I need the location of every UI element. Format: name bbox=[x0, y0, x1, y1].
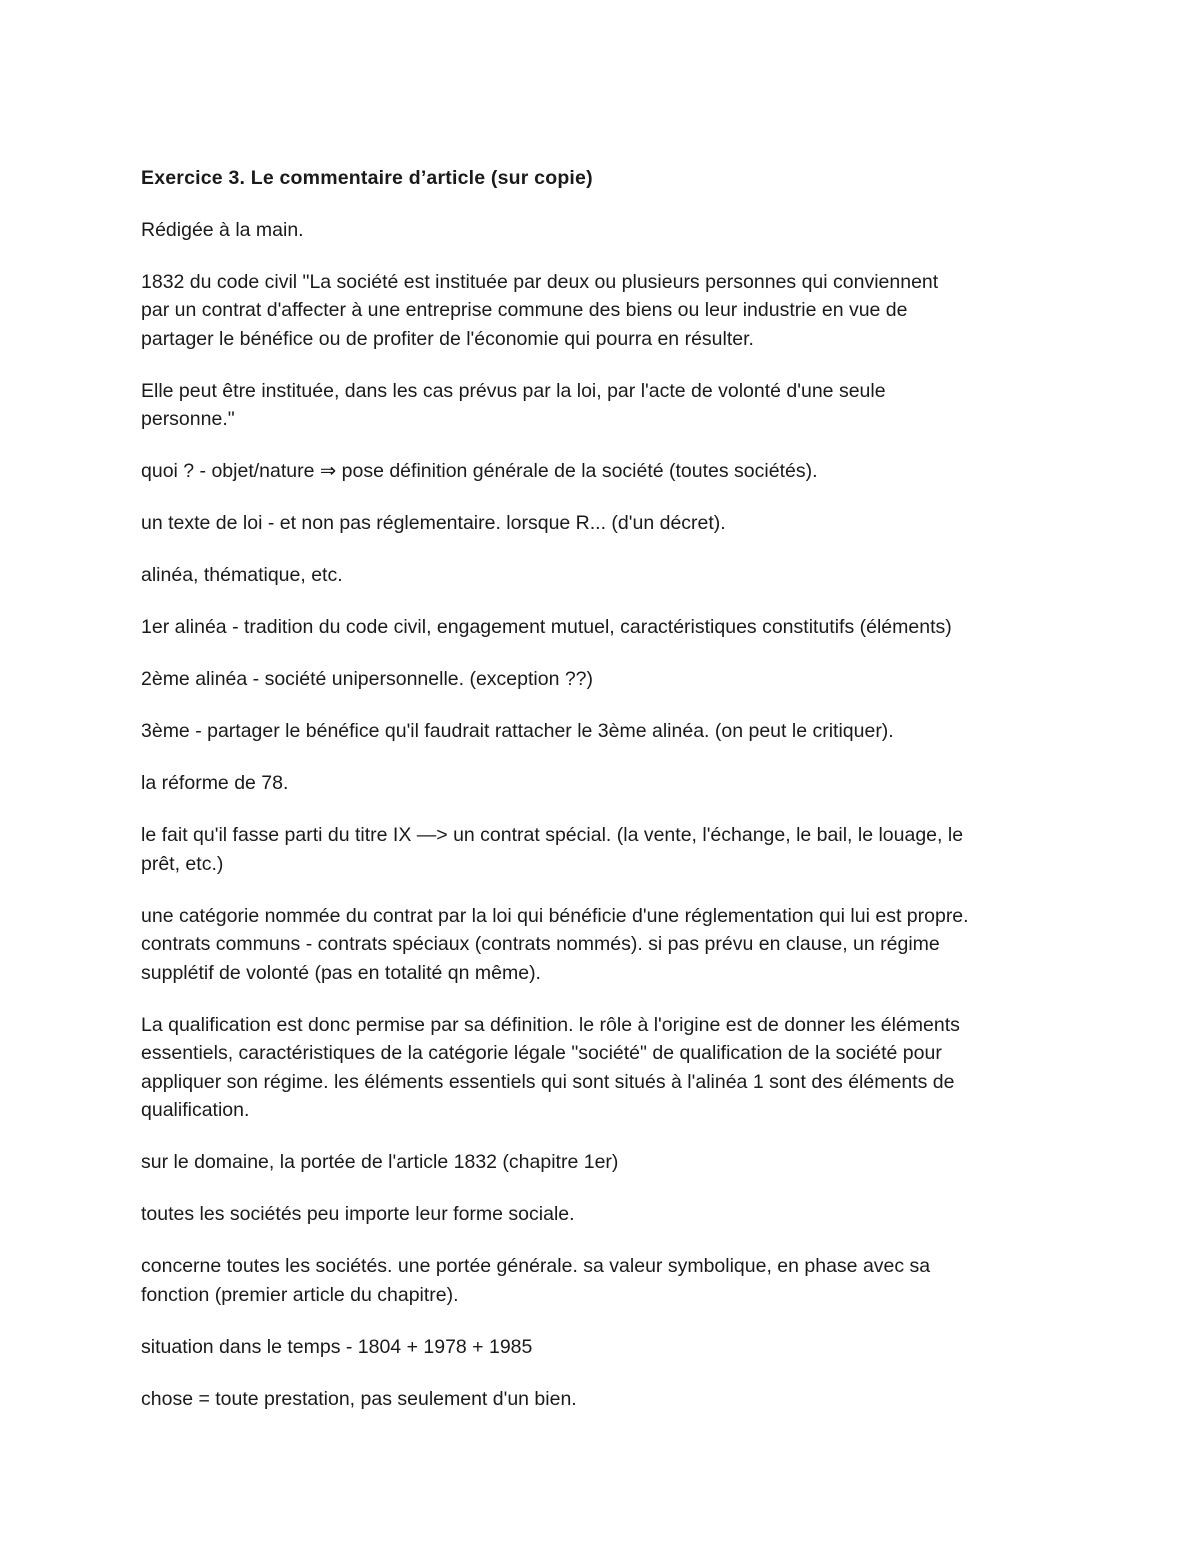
paragraph-line: fonction (premier article du chapitre). bbox=[141, 1283, 459, 1306]
paragraph bbox=[141, 769, 1081, 798]
paragraph bbox=[141, 457, 1081, 486]
paragraph-line: par un contrat d'affecter à une entreprise commune des biens ou leur industrie en vue de bbox=[141, 299, 908, 321]
paragraph-line: situation dans le temps - 1804 + 1978 + 1985 bbox=[141, 1335, 533, 1358]
paragraph-line: prêt, etc.) bbox=[141, 852, 224, 875]
paragraph-line: 2ème alinéa - société unipersonnelle. (exception ??) bbox=[141, 668, 594, 690]
document-page bbox=[141, 164, 1081, 1437]
paragraph-line: une catégorie nommée du contrat par la loi qui bénéficie d'une réglementation qui lui est propre. bbox=[141, 904, 969, 927]
paragraph-line: personne." bbox=[141, 408, 235, 430]
paragraph bbox=[141, 1200, 1081, 1229]
paragraph bbox=[141, 216, 1081, 245]
paragraph-line: qualification. bbox=[141, 1099, 250, 1121]
paragraph bbox=[141, 1148, 1081, 1177]
paragraph bbox=[141, 665, 1081, 694]
paragraph-line: un texte de loi - et non pas réglementaire. lorsque R... (d'un décret). bbox=[141, 512, 726, 534]
paragraph-line: La qualification est donc permise par sa définition. le rôle à l'origine est de donner les éléments bbox=[141, 1013, 960, 1036]
paragraph bbox=[141, 1385, 1081, 1414]
paragraph bbox=[141, 613, 1081, 642]
paragraph-line: partager le bénéfice ou de profiter de l'économie qui pourra en résulter. bbox=[141, 327, 754, 350]
paragraph-line: 1er alinéa - tradition du code civil, engagement mutuel, caractéristiques constitutifs (éléments) bbox=[141, 616, 952, 638]
paragraph-line: 3ème - partager le bénéfice qu'il faudrait rattacher le 3ème alinéa. (on peut le critiquer). bbox=[141, 720, 894, 742]
paragraph-line: sur le domaine, la portée de l'article 1832 (chapitre 1er) bbox=[141, 1151, 619, 1173]
paragraph-line: concerne toutes les sociétés. une portée générale. sa valeur symbolique, en phase avec sa bbox=[141, 1255, 931, 1277]
paragraph-line: le fait qu'il fasse parti du titre IX —> un contrat spécial. (la vente, l'échange, le bail, le louage, le bbox=[141, 824, 964, 846]
paragraph-line: Elle peut être instituée, dans les cas prévus par la loi, par l'acte de volonté d'une seule bbox=[141, 379, 886, 402]
paragraph bbox=[141, 377, 1081, 434]
document-body bbox=[141, 216, 1081, 1414]
paragraph-line: 1832 du code civil "La société est instituée par deux ou plusieurs personnes qui conviennent bbox=[141, 270, 939, 293]
paragraph bbox=[141, 268, 1081, 354]
paragraph-line: essentiels, caractéristiques de la catégorie légale "société" de qualification de la société pour bbox=[141, 1042, 942, 1064]
paragraph bbox=[141, 717, 1081, 746]
document-title: Exercice 3. Le commentaire d’article (sur copie) bbox=[141, 167, 593, 189]
paragraph-line: chose = toute prestation, pas seulement d'un bien. bbox=[141, 1387, 577, 1410]
paragraph-line: quoi ? - objet/nature ⇒ pose définition générale de la société (toutes sociétés). bbox=[141, 460, 818, 482]
paragraph bbox=[141, 902, 1081, 988]
paragraph-line: alinéa, thématique, etc. bbox=[141, 564, 343, 586]
paragraph bbox=[141, 821, 1081, 878]
paragraph bbox=[141, 1252, 1081, 1309]
paragraph-line: Rédigée à la main. bbox=[141, 218, 304, 241]
paragraph bbox=[141, 1011, 1081, 1125]
paragraph-line: toutes les sociétés peu importe leur forme sociale. bbox=[141, 1203, 575, 1225]
paragraph bbox=[141, 561, 1081, 590]
paragraph-line: la réforme de 78. bbox=[141, 772, 289, 794]
paragraph-line: appliquer son régime. les éléments essentiels qui sont situés à l'alinéa 1 sont des éléments de bbox=[141, 1070, 955, 1093]
paragraph bbox=[141, 509, 1081, 538]
paragraph bbox=[141, 1333, 1081, 1362]
paragraph-line: contrats communs - contrats spéciaux (contrats nommés). si pas prévu en clause, un régime bbox=[141, 933, 940, 955]
paragraph-line: supplétif de volonté (pas en totalité qn même). bbox=[141, 961, 541, 984]
